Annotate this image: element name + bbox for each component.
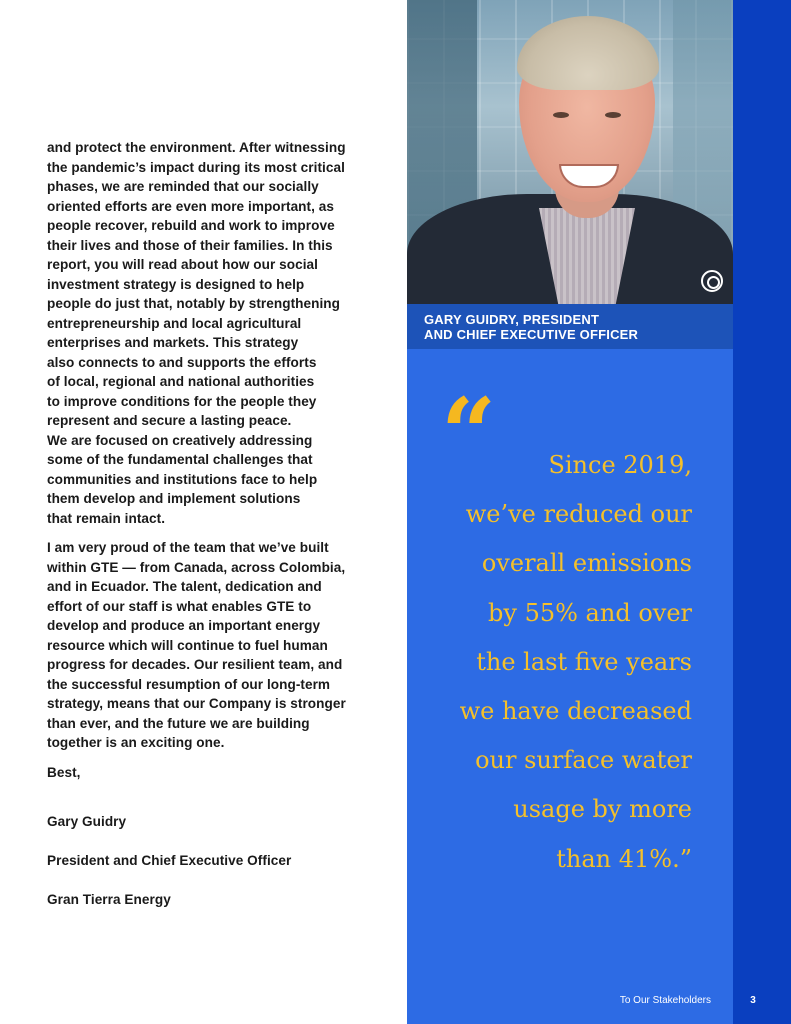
letter-paragraph-2: I am very proud of the team that we’ve built within GTE — from Canada, across Colombia, and in Ecuador. The talent, dedication and effort of our staff is what enables GTE to develop and produce an important energy resource which will continue to fuel human progress for decades. Our resilient team, and the successful resumption of our long-term strategy, means that our Company is stronger than ever, and the future we are building together is an exciting one.: [47, 540, 346, 750]
page-number: 3: [750, 995, 756, 1006]
quote-line: we have decreased: [459, 697, 692, 726]
signature-block: [47, 792, 377, 909]
quote-line: overall emissions: [481, 549, 692, 578]
company-logo-icon: [701, 270, 723, 292]
photo-caption: [407, 304, 733, 349]
portrait-photo: [407, 0, 733, 304]
quote-mark-icon: “: [441, 377, 497, 490]
quote-line: usage by more: [513, 795, 692, 824]
quote-line: by 55% and over: [488, 598, 692, 627]
quote-line: the last five years: [476, 647, 692, 676]
signature-company: Gran Tierra Energy: [47, 891, 171, 907]
footer-section-title: To Our Stakeholders: [619, 995, 711, 1006]
caption-line-2: AND CHIEF EXECUTIVE OFFICER: [424, 327, 639, 342]
quote-line: than 41%.”: [556, 844, 692, 873]
right-eye: [605, 112, 621, 118]
caption-line-1: GARY GUIDRY, PRESIDENT: [424, 312, 600, 327]
signature-name: Gary Guidry: [47, 813, 127, 829]
quote-line: we’ve reduced our: [465, 500, 692, 529]
side-stripe: [733, 0, 791, 1024]
letter-paragraph-1: and protect the environment. After witnessing the pandemic’s impact during its most critical phases, we are reminded that our socially oriented efforts are even more important, as people recover, rebuild and work to improve their lives and those of their families. In this report, you will read about how our social investment strategy is designed to help people do just that, notably by strengthening entrepreneurship and local agricultural enterprises and markets. This strategy also connects to and supports the efforts of local, regional and national authorities to improve conditions for the people they represent and secure a lasting peace. We are focused on creatively addressing some of the fundamental challenges that communities and institutions face to help them develop and implement solutions that remain intact.: [47, 140, 346, 526]
quote-line: our surface water: [475, 746, 692, 775]
letter-body: [47, 138, 377, 919]
letter-closing: Best,: [47, 764, 81, 780]
signature-title: President and Chief Executive Officer: [47, 852, 292, 868]
quote-line: Since 2019,: [548, 451, 692, 479]
pull-quote-text: [430, 441, 692, 884]
left-eye: [553, 112, 569, 118]
